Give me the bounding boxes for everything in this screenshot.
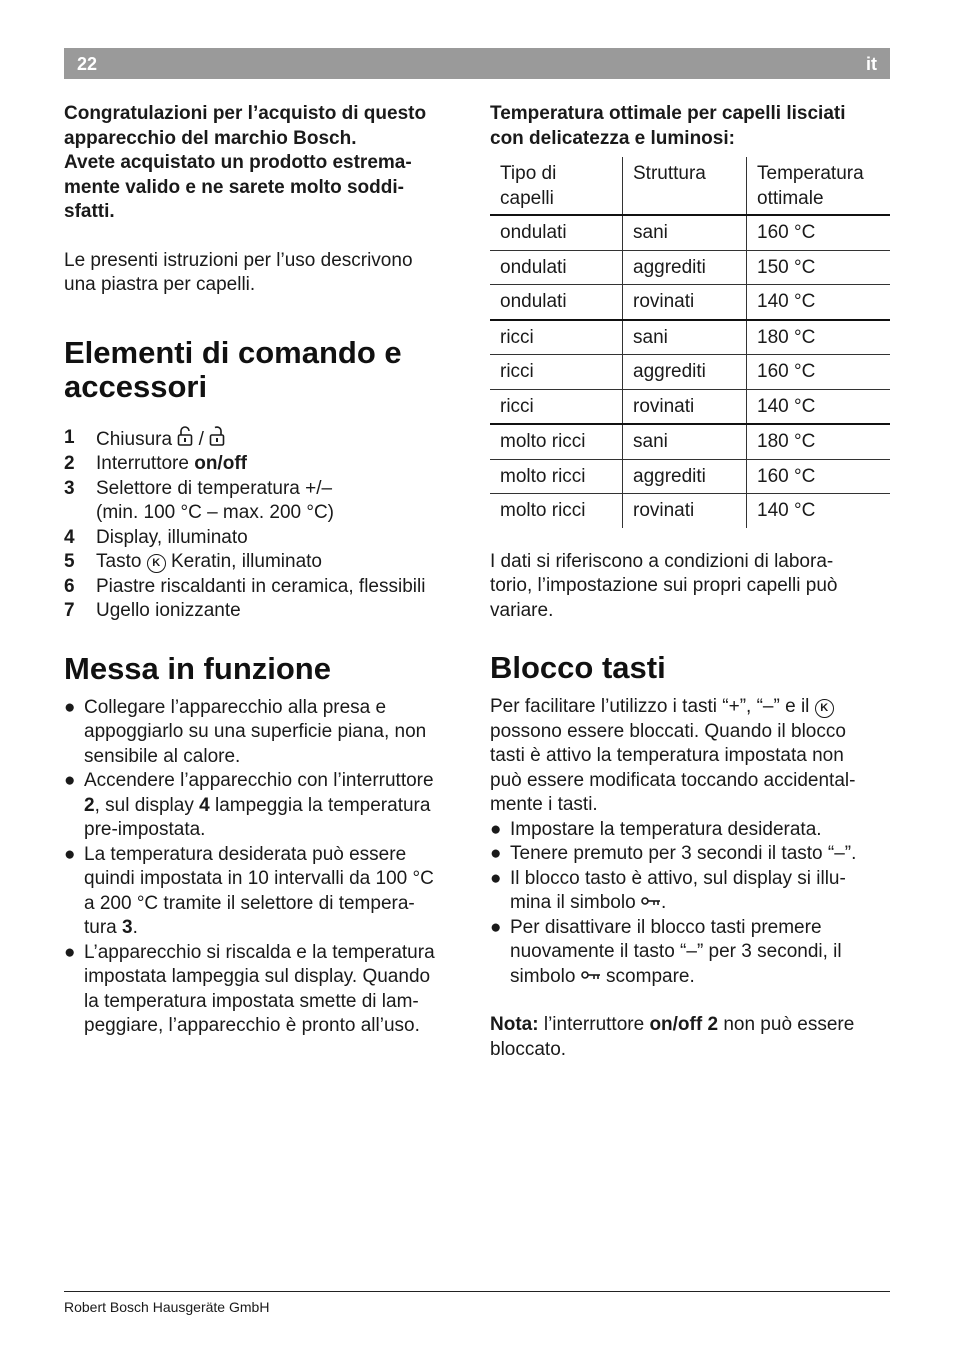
intro-line: tasti è attivo la temperatura impostata non [490,745,844,766]
page-number: 22 [77,54,98,74]
list-item [64,426,464,453]
item-text: Interruttore [96,453,195,474]
bullet-item [64,769,464,843]
table-cell: ricci [490,355,623,390]
bullet-icon: ● [64,696,76,718]
table-cell: ondulati [490,285,623,320]
bullet-text: L’apparecchio si riscalda e la temperatura [84,941,435,963]
bullet-text: pre-impostata. [84,819,206,840]
bullet-text: lampeggia la temperatura [209,794,431,816]
table-cell: sani [623,320,747,355]
table-row [490,320,890,355]
item-text: Display, illuminato [96,526,248,548]
lock-closed-icon [209,426,225,446]
bullet-text-bold: 4 [199,794,210,816]
caption-line: Temperatura ottimale per capelli lisciati [490,103,846,124]
bullet-text: nuovamente il tasto “–” per 3 secondi, il [510,941,842,962]
bullet-item [490,916,890,990]
item-number: 5 [64,551,75,572]
item-number: 2 [64,453,75,474]
intro-description [64,249,464,298]
bullet-icon: ● [490,818,502,840]
heading-line: Elementi di comando e [64,334,402,370]
bullet-text: Per disattivare il blocco tasti premere [510,916,822,938]
bullet-icon: ● [64,941,76,963]
list-item [64,599,464,624]
table-cell: molto ricci [490,459,623,494]
table-row [490,215,890,250]
item-text-bold: on/off [194,453,247,474]
table-cell: 180 °C [747,424,891,459]
table-cell: aggrediti [623,250,747,285]
bullet-text: La temperatura desiderata può essere [84,843,407,865]
item-text: Piastre riscaldanti in ceramica, flessibili [96,575,426,597]
bullet-icon: ● [490,867,502,889]
bullet-text: tura [84,917,123,938]
bullet-text: simbolo [510,965,576,987]
table-cell: sani [623,215,747,250]
page-header-bar [64,48,890,79]
bullet-icon: ● [490,916,502,938]
item-text: Chiusura [96,428,173,450]
bullet-text: mina il simbolo [510,892,636,913]
table-cell: 160 °C [747,215,891,250]
bullet-item [64,696,464,770]
messa-bullet-list [64,696,464,1039]
table-cell: 180 °C [747,320,891,355]
blocco-intro [490,695,890,818]
footer-divider [64,1291,890,1292]
bullet-item [64,941,464,1039]
temperature-table [490,157,890,528]
note-line: torio, l’impostazione sui propri capelli può [490,575,838,596]
left-column [64,102,464,1039]
right-column [490,102,890,1062]
bullet-text: Impostare la temperatura desiderata. [510,818,822,840]
bullet-text: appoggiarlo su una superficie piana, non [84,721,427,742]
bullet-text: Collegare l’apparecchio alla presa e [84,696,387,718]
nota-text: bloccato. [490,1038,567,1060]
intro-line: Congratulazioni per l’acquisto di questo [64,103,427,124]
bullet-text: sensibile al calore. [84,745,241,767]
intro-line: apparecchio del marchio Bosch. [64,127,357,149]
heading-elementi [64,336,464,404]
table-cell: 140 °C [757,500,816,521]
list-item [64,526,464,551]
bullet-item [490,842,890,867]
item-number: 3 [64,477,75,499]
item-text: Keratin, illuminato [170,551,323,572]
table-cell: sani [623,424,747,459]
bullet-icon: ● [64,770,76,791]
intro-line: può essere modificata toccando accidental- [490,769,856,791]
nota-text: l’interruttore [538,1014,650,1035]
table-row [490,285,890,320]
bullet-text: quindi impostata in 10 intervalli da 100 °C [84,868,434,889]
bullet-text: scompare. [606,965,695,987]
nota-paragraph [490,1013,890,1062]
item-number: 1 [64,426,75,448]
table-cell: molto ricci [490,494,623,528]
table-row [490,424,890,459]
blocco-bullet-list [490,818,890,990]
table-cell: rovinati [623,494,747,528]
table-cell: 140 °C [747,389,891,424]
column-header: Temperatura ottimale [747,157,891,215]
heading-blocco-tasti: Blocco tasti [490,650,666,685]
bullet-text: a 200 °C tramite il selettore di tempera- [84,892,415,914]
footer-company: Robert Bosch Hausgeräte GmbH [64,1299,270,1315]
bullet-text: Il blocco tasto è attivo, sul display si illu- [510,867,846,889]
bullet-icon: ● [490,843,502,864]
intro-line: mente i tasti. [490,794,598,815]
table-cell: 140 °C [747,285,891,320]
table-cell: ondulati [490,215,623,250]
nota-text-bold: on/off 2 [649,1014,719,1035]
bullet-text: . [660,892,667,913]
table-cell: 160 °C [747,355,891,390]
table-row [490,389,890,424]
item-separator: / [198,428,204,450]
intro-congratulations [64,102,464,225]
table-cell: 150 °C [747,250,891,285]
table-cell: aggrediti [623,459,747,494]
table-row [490,459,890,494]
list-item [64,452,464,477]
note-line: variare. [490,599,554,621]
table-cell: molto ricci [490,424,623,459]
bullet-text: peggiare, l’apparecchio è pronto all’uso. [84,1015,420,1036]
intro-line: possono essere bloccati. Quando il blocco [490,720,846,742]
item-text: Selettore di temperatura +/– [96,477,333,499]
table-cell: rovinati [623,285,747,320]
bullet-text: Tenere premuto per 3 secondi il tasto “–”. [510,843,857,864]
heading-line: accessori [64,368,208,404]
item-text: (min. 100 °C – max. 200 °C) [96,502,335,523]
item-number: 7 [64,600,75,621]
key-lock-symbol-icon [641,897,661,907]
language-code: it [866,54,877,74]
nota-label: Nota: [490,1014,539,1035]
lock-open-icon [177,426,193,446]
nota-text: non può essere [718,1014,855,1035]
intro-line: Avete acquistato un prodotto estrema- [64,152,412,173]
bullet-text: , sul display [94,794,200,816]
lab-conditions-note [490,550,890,624]
table-cell: ondulati [490,250,623,285]
table-cell: ricci [490,320,623,355]
bullet-text: . [132,917,138,938]
intro-text-line: una piastra per capelli. [64,274,256,295]
item-text: Ugello ionizzante [96,600,241,621]
table-caption [490,102,890,151]
note-line: I dati si riferiscono a condizioni di labora- [490,550,834,572]
heading-messa-in-funzione: Messa in funzione [64,650,331,686]
item-number: 6 [64,575,75,597]
bullet-text: la temperatura impostata smette di lam- [84,990,419,1012]
list-item [64,477,464,526]
bullet-text-bold: 3 [122,917,133,938]
bullet-item [490,818,890,843]
intro-line: mente valido e ne sarete molto soddi- [64,176,404,198]
bullet-text: impostata lampeggia sul display. Quando [84,966,431,987]
intro-line: sfatti. [64,201,115,222]
item-text: Tasto [96,551,142,572]
keratin-k-icon: K [147,554,166,573]
column-header: Struttura [623,157,747,215]
table-cell: rovinati [623,389,747,424]
item-number: 4 [64,526,75,548]
bullet-item [64,843,464,941]
table-cell: 160 °C [747,459,891,494]
keratin-k-icon: K [815,699,834,718]
table-header-row [490,157,890,215]
list-item [64,550,464,575]
table-row [490,250,890,285]
bullet-icon: ● [64,843,76,865]
intro-text-line: Le presenti istruzioni per l’uso descrivono [64,249,413,271]
table-row [490,494,890,528]
table-row [490,355,890,390]
intro-line: Per facilitare l’utilizzo i tasti “+”, “–” e il [490,696,810,717]
list-item [64,575,464,600]
controls-list [64,426,464,624]
table-cell: ricci [490,389,623,424]
table-cell: aggrediti [623,355,747,390]
bullet-text: Accendere l’apparecchio con l’interruttore [84,770,434,791]
bullet-item [490,867,890,916]
column-header: Tipo di capelli [490,157,623,215]
key-lock-symbol-icon [581,971,601,981]
caption-line: con delicatezza e luminosi: [490,127,735,149]
bullet-text-bold: 2 [84,794,95,816]
